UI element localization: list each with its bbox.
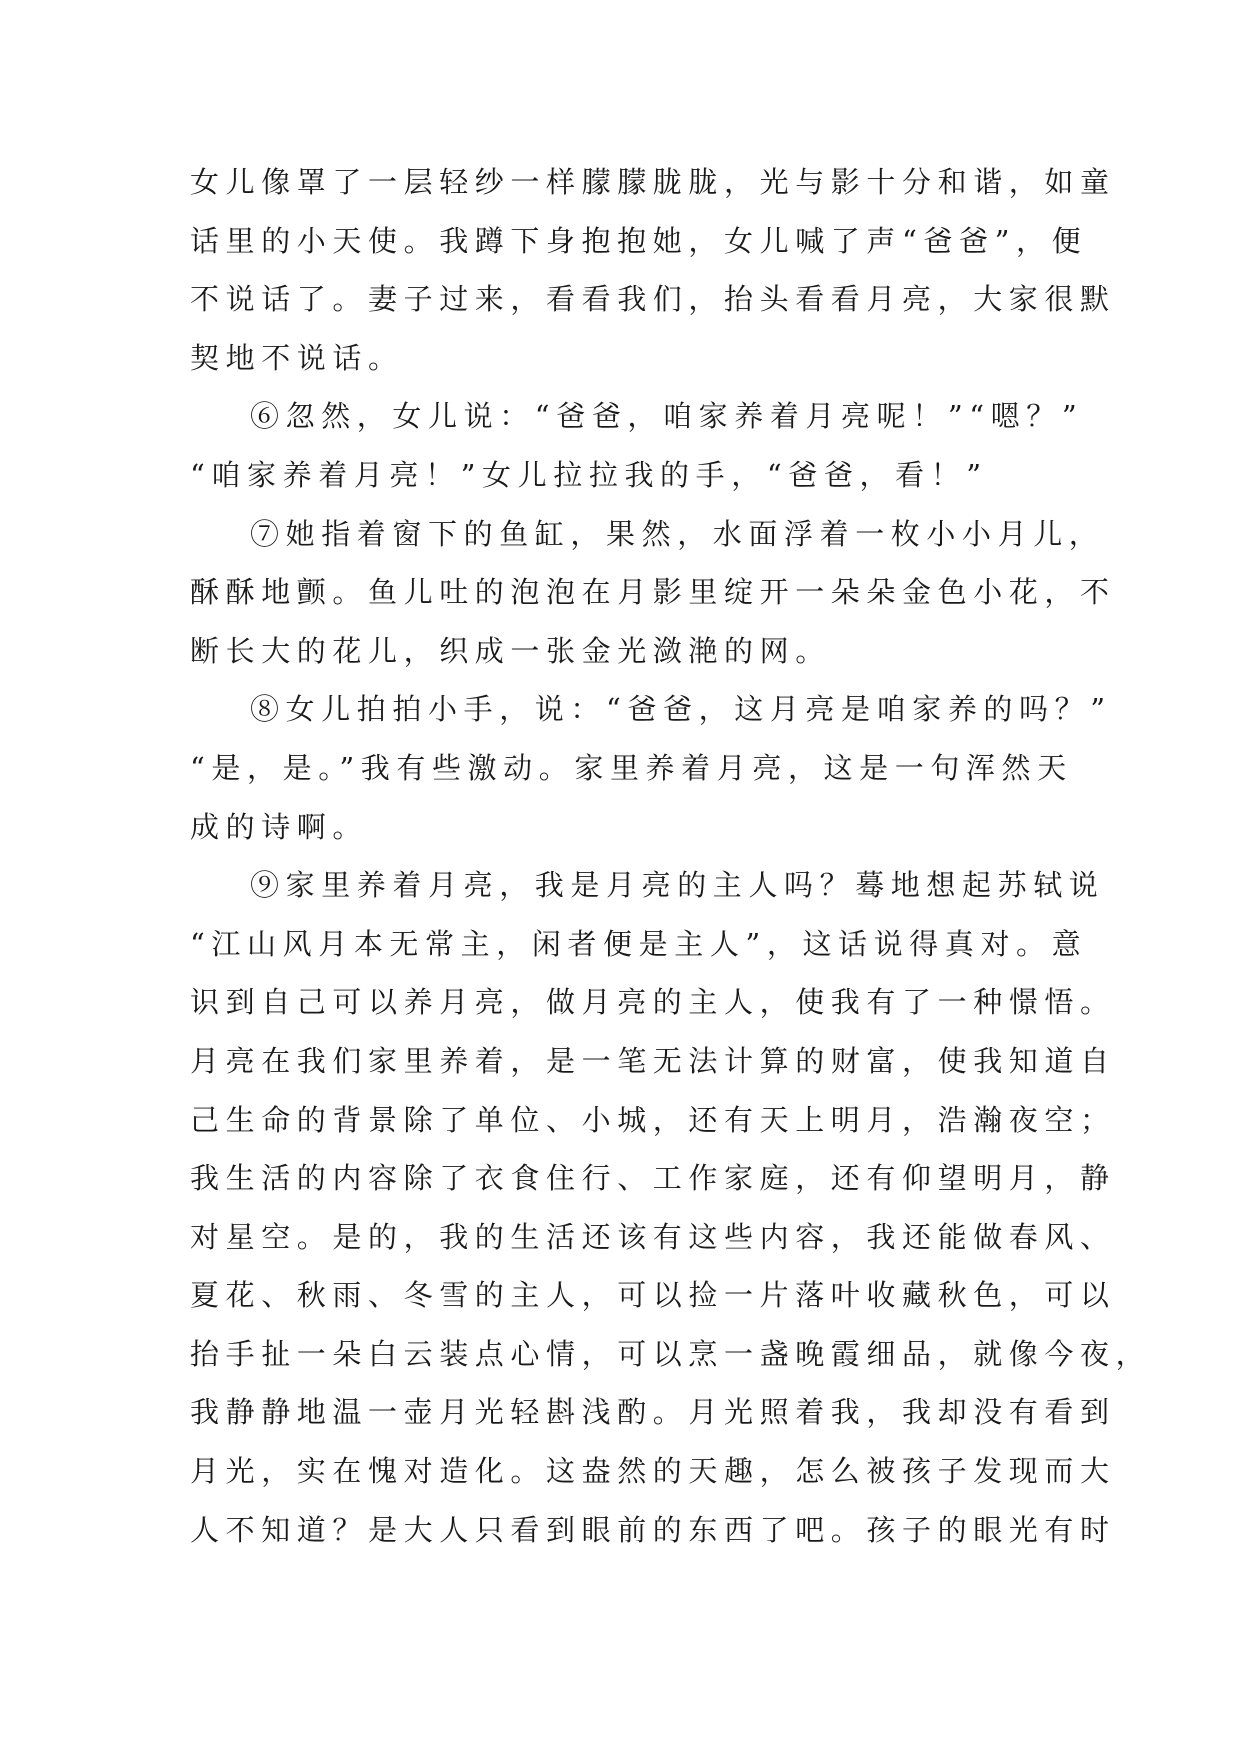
text-line: 人不知道？是大人只看到眼前的东西了吧。孩子的眼光有时 bbox=[190, 1512, 1116, 1547]
text-line: “江山风月本无常主，闲者便是主人”，这话说得真对。意 bbox=[190, 926, 1088, 961]
paragraph-9-start: ⑨家里养着月亮，我是月亮的主人吗？蓦地想起苏轼说 bbox=[250, 868, 1105, 903]
text-line: 对星空。是的，我的生活还该有这些内容，我还能做春风、 bbox=[190, 1219, 1116, 1254]
text-line: 抬手扯一朵白云装点心情，可以烹一盏晚霞细品，就像今夜， bbox=[190, 1336, 1152, 1371]
text-line: 月亮在我们家里养着，是一笔无法计算的财富，使我知道自 bbox=[190, 1043, 1116, 1078]
text-line: 女儿像罩了一层轻纱一样朦朦胧胧，光与影十分和谐，如童 bbox=[190, 165, 1116, 199]
body-text bbox=[190, 153, 1152, 1559]
text-line: 识到自己可以养月亮，做月亮的主人，使我有了一种憬悟。 bbox=[190, 985, 1116, 1020]
text-line: 月光，实在愧对造化。这盎然的天趣，怎么被孩子发现而大 bbox=[190, 1454, 1116, 1489]
text-line: 断长大的花儿，织成一张金光潋滟的网。 bbox=[190, 633, 831, 668]
text-line: 成的诗啊。 bbox=[190, 809, 369, 844]
text-line: “是，是。”我有些激动。家里养着月亮，这是一句浑然天 bbox=[190, 750, 1073, 785]
text-line: 酥酥地颤。鱼儿吐的泡泡在月影里绽开一朵朵金色小花，不 bbox=[190, 575, 1116, 610]
text-line: 我静静地温一壶月光轻斟浅酌。月光照着我，我却没有看到 bbox=[190, 1395, 1116, 1430]
text-line: 我生活的内容除了衣食住行、工作家庭，还有仰望明月，静 bbox=[190, 1161, 1116, 1196]
paragraph-6-start: ⑥忽然，女儿说：“爸爸，咱家养着月亮呢！”“嗯？” bbox=[250, 399, 1084, 434]
text-line: 不说话了。妻子过来，看看我们，抬头看看月亮，大家很默 bbox=[190, 282, 1116, 317]
paragraph-7-start: ⑦她指着窗下的鱼缸，果然，水面浮着一枚小小月儿， bbox=[250, 516, 1105, 551]
paragraph-8-start: ⑧女儿拍拍小手，说：“爸爸，这月亮是咱家养的吗？” bbox=[250, 692, 1112, 727]
text-line: “咱家养着月亮！”女儿拉拉我的手，“爸爸，看！” bbox=[190, 457, 988, 492]
text-line: 话里的小天使。我蹲下身抱抱她，女儿喊了声“爸爸”，便 bbox=[190, 223, 1088, 258]
text-line: 己生命的背景除了单位、小城，还有天上明月，浩瀚夜空； bbox=[190, 1102, 1116, 1137]
text-line: 夏花、秋雨、冬雪的主人，可以捡一片落叶收藏秋色，可以 bbox=[190, 1278, 1116, 1313]
text-line: 契地不说话。 bbox=[190, 340, 404, 375]
